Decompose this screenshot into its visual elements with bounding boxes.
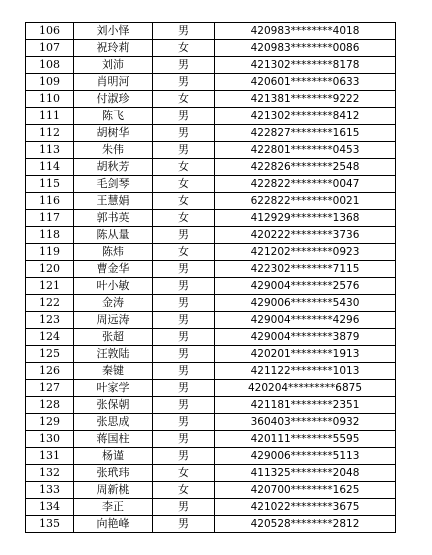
table-row bbox=[26, 346, 396, 363]
name-cell: 陈飞 bbox=[74, 108, 153, 125]
row-number-cell: 133 bbox=[26, 482, 74, 499]
row-number-cell: 110 bbox=[26, 91, 74, 108]
id-number-cell: 422827********1615 bbox=[215, 125, 396, 142]
row-number-cell: 134 bbox=[26, 499, 74, 516]
table-row bbox=[26, 363, 396, 380]
row-number-cell: 106 bbox=[26, 23, 74, 40]
row-number-cell: 124 bbox=[26, 329, 74, 346]
row-number-cell: 119 bbox=[26, 244, 74, 261]
row-number-cell: 122 bbox=[26, 295, 74, 312]
table-row bbox=[26, 57, 396, 74]
id-number-cell: 420222********3736 bbox=[215, 227, 396, 244]
gender-cell: 男 bbox=[153, 74, 215, 91]
table-row bbox=[26, 499, 396, 516]
id-number-cell: 421302********8178 bbox=[215, 57, 396, 74]
table-row bbox=[26, 74, 396, 91]
table-row bbox=[26, 159, 396, 176]
row-number-cell: 128 bbox=[26, 397, 74, 414]
id-number-cell: 421181********2351 bbox=[215, 397, 396, 414]
gender-cell: 男 bbox=[153, 23, 215, 40]
gender-cell: 女 bbox=[153, 210, 215, 227]
name-cell: 陈从量 bbox=[74, 227, 153, 244]
name-cell: 刘小怿 bbox=[74, 23, 153, 40]
row-number-cell: 117 bbox=[26, 210, 74, 227]
id-number-cell: 422826********2548 bbox=[215, 159, 396, 176]
row-number-cell: 112 bbox=[26, 125, 74, 142]
row-number-cell: 130 bbox=[26, 431, 74, 448]
gender-cell: 男 bbox=[153, 448, 215, 465]
gender-cell: 女 bbox=[153, 40, 215, 57]
table-row bbox=[26, 142, 396, 159]
name-cell: 李正 bbox=[74, 499, 153, 516]
row-number-cell: 109 bbox=[26, 74, 74, 91]
id-number-cell: 422302********7115 bbox=[215, 261, 396, 278]
gender-cell: 男 bbox=[153, 261, 215, 278]
name-cell: 张超 bbox=[74, 329, 153, 346]
name-cell: 金涛 bbox=[74, 295, 153, 312]
row-number-cell: 120 bbox=[26, 261, 74, 278]
row-number-cell: 123 bbox=[26, 312, 74, 329]
table-row bbox=[26, 397, 396, 414]
name-cell: 周新桃 bbox=[74, 482, 153, 499]
table-row bbox=[26, 516, 396, 533]
name-cell: 毛剑琴 bbox=[74, 176, 153, 193]
name-cell: 张玳玮 bbox=[74, 465, 153, 482]
name-cell: 杨谨 bbox=[74, 448, 153, 465]
row-number-cell: 115 bbox=[26, 176, 74, 193]
row-number-cell: 131 bbox=[26, 448, 74, 465]
name-cell: 向艳峰 bbox=[74, 516, 153, 533]
row-number-cell: 111 bbox=[26, 108, 74, 125]
id-number-cell: 411325********2048 bbox=[215, 465, 396, 482]
name-cell: 肖明河 bbox=[74, 74, 153, 91]
row-number-cell: 121 bbox=[26, 278, 74, 295]
id-number-cell: 421022********3675 bbox=[215, 499, 396, 516]
table-row bbox=[26, 295, 396, 312]
row-number-cell: 116 bbox=[26, 193, 74, 210]
table-row bbox=[26, 465, 396, 482]
gender-cell: 男 bbox=[153, 414, 215, 431]
gender-cell: 男 bbox=[153, 227, 215, 244]
gender-cell: 男 bbox=[153, 397, 215, 414]
row-number-cell: 132 bbox=[26, 465, 74, 482]
roster-table-body bbox=[26, 23, 396, 533]
table-row bbox=[26, 482, 396, 499]
table-row bbox=[26, 329, 396, 346]
gender-cell: 男 bbox=[153, 278, 215, 295]
id-number-cell: 429004********4296 bbox=[215, 312, 396, 329]
row-number-cell: 135 bbox=[26, 516, 74, 533]
id-number-cell: 429006********5113 bbox=[215, 448, 396, 465]
id-number-cell: 429004********2576 bbox=[215, 278, 396, 295]
row-number-cell: 125 bbox=[26, 346, 74, 363]
id-number-cell: 421202********0923 bbox=[215, 244, 396, 261]
gender-cell: 男 bbox=[153, 329, 215, 346]
id-number-cell: 412929********1368 bbox=[215, 210, 396, 227]
name-cell: 朱伟 bbox=[74, 142, 153, 159]
id-number-cell: 421122********1013 bbox=[215, 363, 396, 380]
row-number-cell: 127 bbox=[26, 380, 74, 397]
table-row bbox=[26, 91, 396, 108]
id-number-cell: 422801********0453 bbox=[215, 142, 396, 159]
table-row bbox=[26, 261, 396, 278]
row-number-cell: 114 bbox=[26, 159, 74, 176]
id-number-cell: 421381********9222 bbox=[215, 91, 396, 108]
table-row bbox=[26, 244, 396, 261]
gender-cell: 女 bbox=[153, 465, 215, 482]
name-cell: 张思成 bbox=[74, 414, 153, 431]
table-row bbox=[26, 125, 396, 142]
id-number-cell: 421302********8412 bbox=[215, 108, 396, 125]
gender-cell: 女 bbox=[153, 176, 215, 193]
id-number-cell: 420983********4018 bbox=[215, 23, 396, 40]
name-cell: 叶家学 bbox=[74, 380, 153, 397]
gender-cell: 男 bbox=[153, 142, 215, 159]
table-row bbox=[26, 380, 396, 397]
name-cell: 秦键 bbox=[74, 363, 153, 380]
name-cell: 郭书英 bbox=[74, 210, 153, 227]
gender-cell: 女 bbox=[153, 482, 215, 499]
name-cell: 汪敦陆 bbox=[74, 346, 153, 363]
gender-cell: 女 bbox=[153, 91, 215, 108]
gender-cell: 男 bbox=[153, 312, 215, 329]
gender-cell: 男 bbox=[153, 57, 215, 74]
id-number-cell: 429006********5430 bbox=[215, 295, 396, 312]
name-cell: 胡秋芳 bbox=[74, 159, 153, 176]
name-cell: 胡树华 bbox=[74, 125, 153, 142]
gender-cell: 男 bbox=[153, 295, 215, 312]
table-row bbox=[26, 193, 396, 210]
id-number-cell: 420983********0086 bbox=[215, 40, 396, 57]
id-number-cell: 420700********1625 bbox=[215, 482, 396, 499]
table-row bbox=[26, 312, 396, 329]
id-number-cell: 420601********0633 bbox=[215, 74, 396, 91]
name-cell: 蒋国柱 bbox=[74, 431, 153, 448]
table-row bbox=[26, 23, 396, 40]
table-row bbox=[26, 176, 396, 193]
row-number-cell: 113 bbox=[26, 142, 74, 159]
gender-cell: 男 bbox=[153, 363, 215, 380]
name-cell: 陈炜 bbox=[74, 244, 153, 261]
row-number-cell: 126 bbox=[26, 363, 74, 380]
gender-cell: 男 bbox=[153, 516, 215, 533]
table-row bbox=[26, 431, 396, 448]
id-number-cell: 622822********0021 bbox=[215, 193, 396, 210]
name-cell: 祝玲莉 bbox=[74, 40, 153, 57]
name-cell: 刘沛 bbox=[74, 57, 153, 74]
table-row bbox=[26, 108, 396, 125]
row-number-cell: 107 bbox=[26, 40, 74, 57]
name-cell: 张保朝 bbox=[74, 397, 153, 414]
gender-cell: 男 bbox=[153, 108, 215, 125]
id-number-cell: 420528********2812 bbox=[215, 516, 396, 533]
gender-cell: 男 bbox=[153, 431, 215, 448]
table-row bbox=[26, 414, 396, 431]
gender-cell: 女 bbox=[153, 159, 215, 176]
row-number-cell: 129 bbox=[26, 414, 74, 431]
id-number-cell: 420111********5595 bbox=[215, 431, 396, 448]
name-cell: 曹金华 bbox=[74, 261, 153, 278]
id-number-cell: 420204*********6875 bbox=[215, 380, 396, 397]
name-cell: 叶小敏 bbox=[74, 278, 153, 295]
gender-cell: 女 bbox=[153, 244, 215, 261]
gender-cell: 女 bbox=[153, 193, 215, 210]
row-number-cell: 108 bbox=[26, 57, 74, 74]
id-number-cell: 360403********0932 bbox=[215, 414, 396, 431]
table-row bbox=[26, 40, 396, 57]
name-cell: 付淑珍 bbox=[74, 91, 153, 108]
gender-cell: 男 bbox=[153, 125, 215, 142]
gender-cell: 男 bbox=[153, 499, 215, 516]
table-row bbox=[26, 227, 396, 244]
table-row bbox=[26, 278, 396, 295]
id-number-cell: 420201********1913 bbox=[215, 346, 396, 363]
name-cell: 王慧娟 bbox=[74, 193, 153, 210]
table-row bbox=[26, 448, 396, 465]
id-number-cell: 429004********3879 bbox=[215, 329, 396, 346]
gender-cell: 男 bbox=[153, 380, 215, 397]
row-number-cell: 118 bbox=[26, 227, 74, 244]
gender-cell: 男 bbox=[153, 346, 215, 363]
table-row bbox=[26, 210, 396, 227]
name-cell: 周远涛 bbox=[74, 312, 153, 329]
id-number-cell: 422822********0047 bbox=[215, 176, 396, 193]
roster-table bbox=[25, 22, 396, 533]
